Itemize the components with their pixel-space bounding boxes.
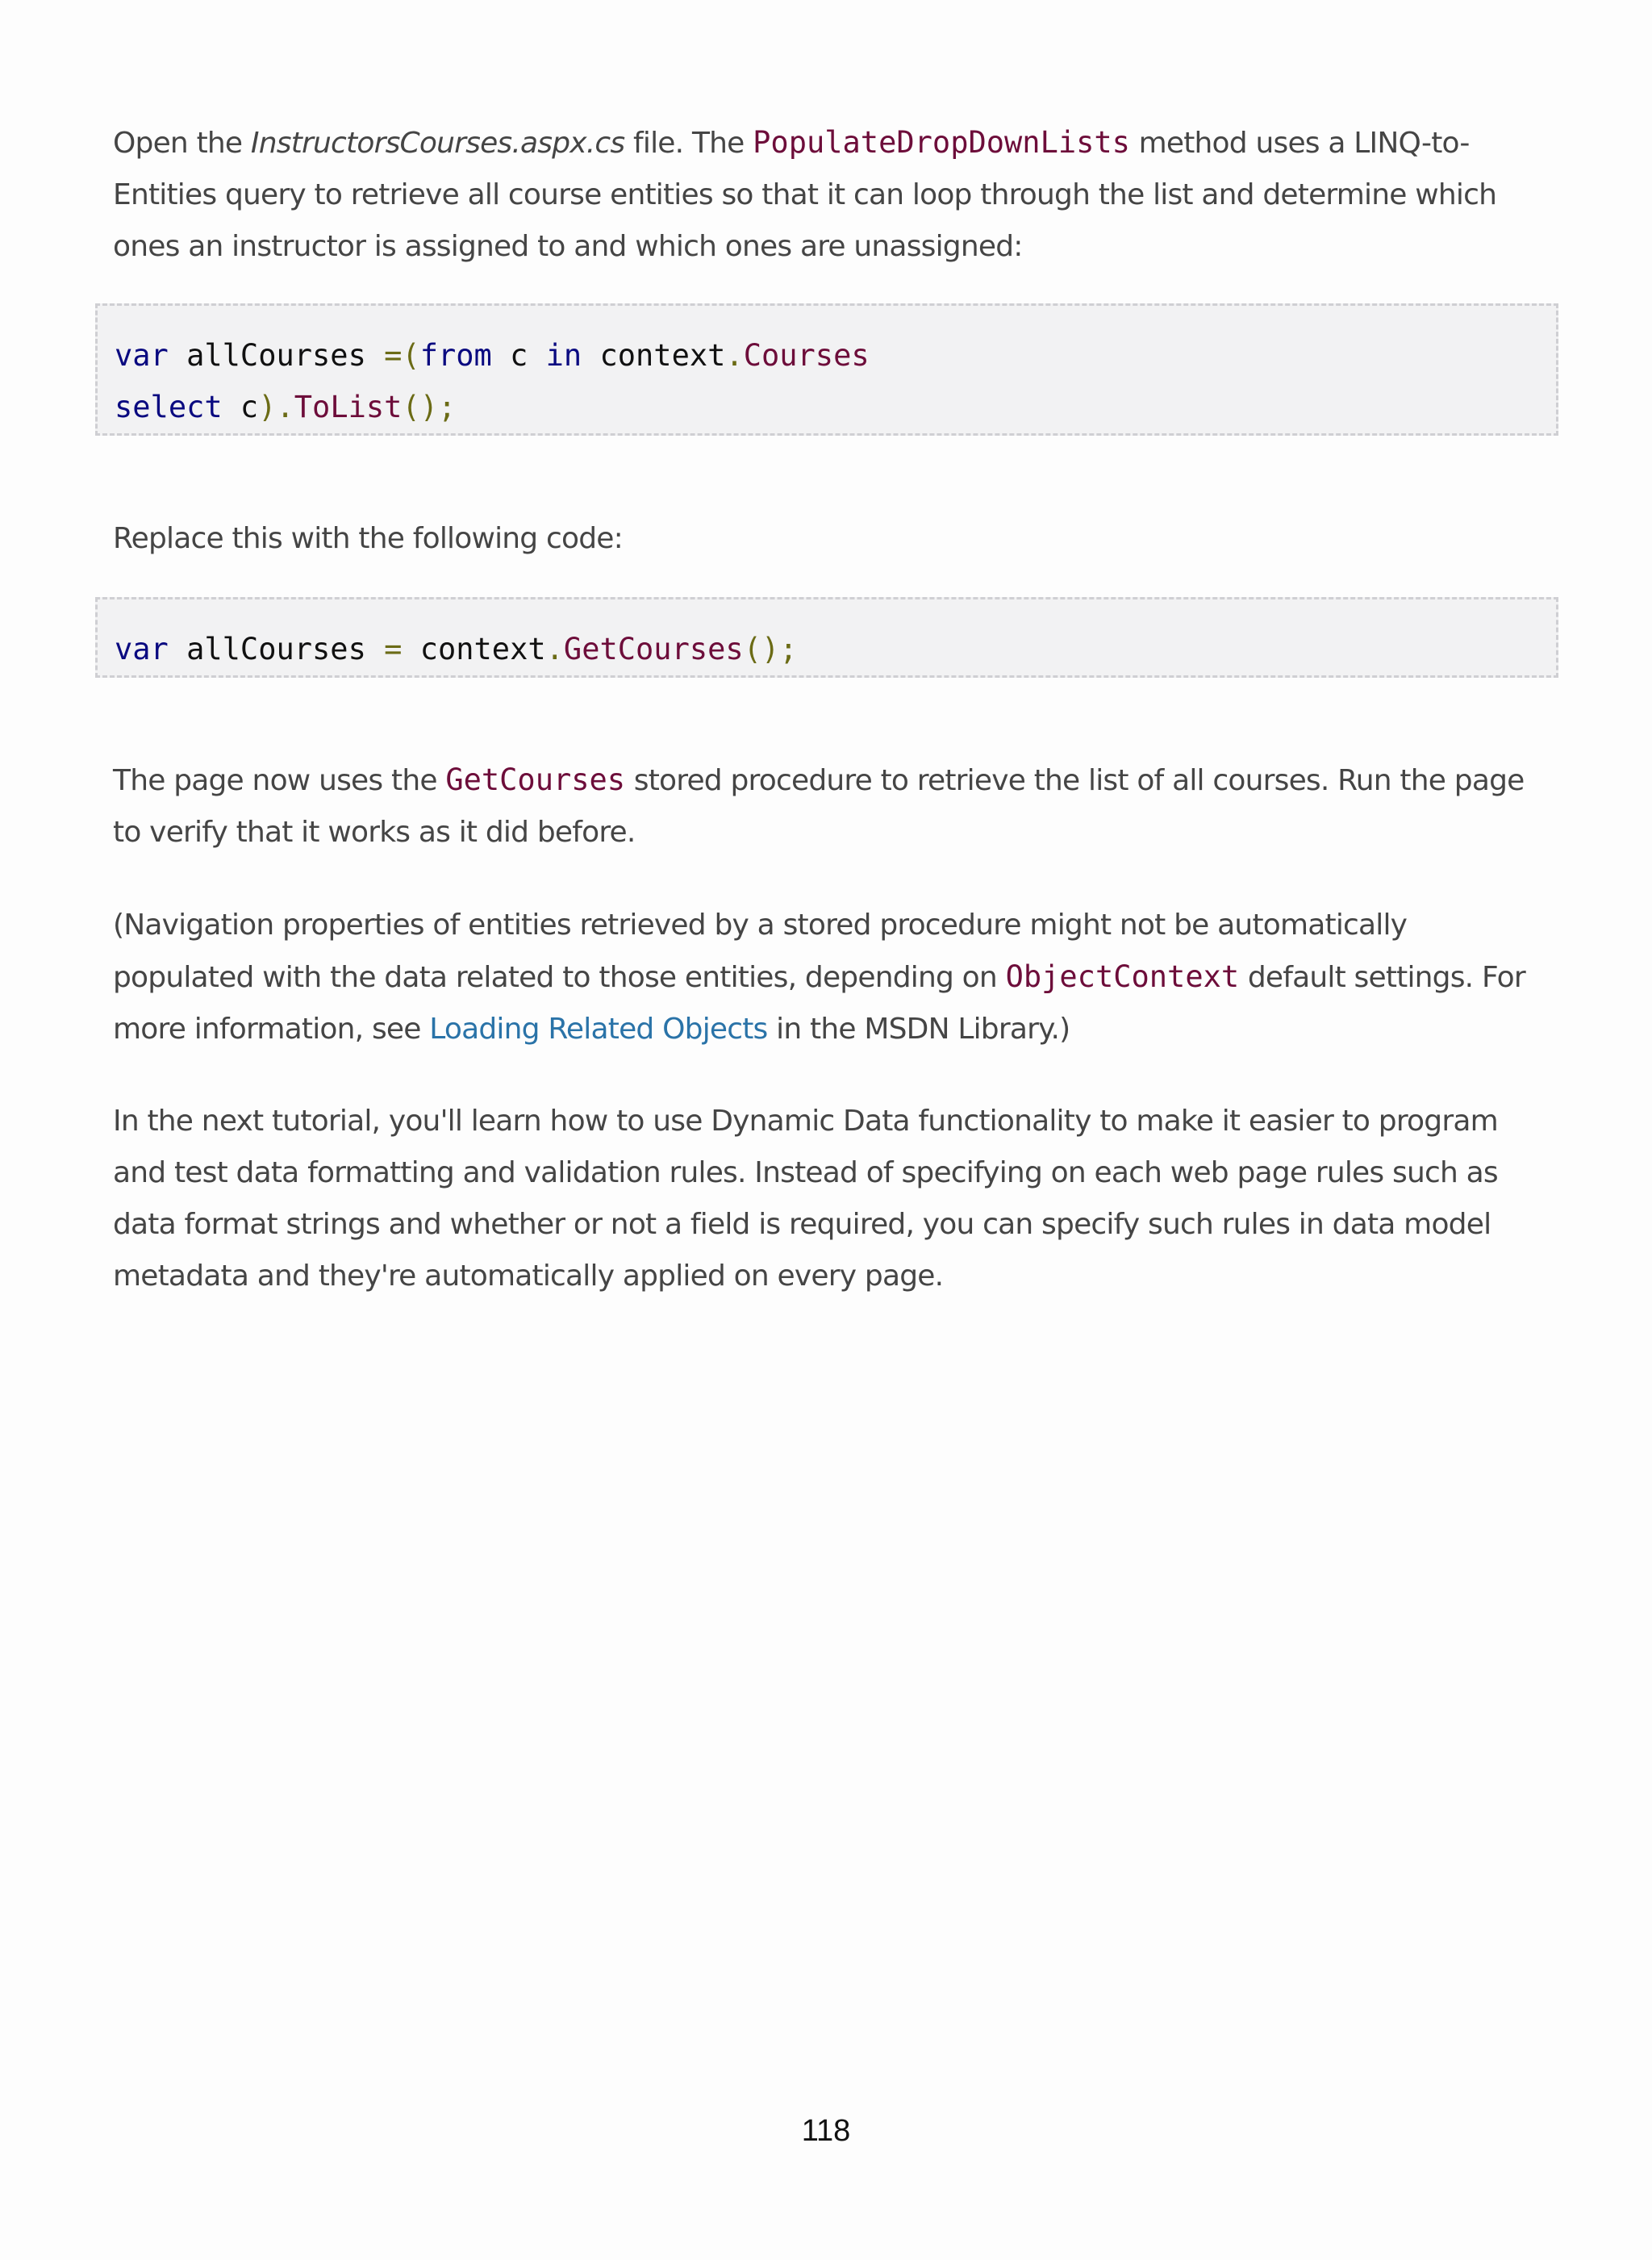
operator-dot: .	[725, 338, 744, 373]
intro-text-3: method uses a LINQ-to-Entities query to retrieve all course entities so that it can loop through the list and determine which ones an instructor is assigned to and which ones are unassigned:	[113, 127, 1497, 263]
inline-code-getcourses: GetCourses	[445, 762, 626, 797]
keyword-from: from	[419, 338, 492, 373]
method-tolist: ToList	[294, 390, 403, 424]
next-tutorial-text: In the next tutorial, you'll learn how to use Dynamic Data functionality to make it easier to program and test data formatting and validation rules. Instead of specifying on each web page rules such as data format strings and whether or not a field is required, you can specify such rules in data model metadata and they're automatically applied on every page.	[113, 1105, 1498, 1293]
filename: InstructorsCourses.aspx.cs	[250, 127, 625, 160]
identifier-c: c	[222, 390, 259, 424]
intro-text-2: file. The	[624, 127, 753, 160]
operator-close-dot: ).	[258, 390, 294, 424]
replace-text: Replace this with the following code:	[113, 522, 623, 555]
identifier-allcourses: allCourses	[168, 632, 385, 666]
identifier-allcourses: allCourses	[168, 338, 385, 373]
code-line-2	[115, 382, 1556, 433]
getcourses-text-1: The page now uses the	[113, 764, 446, 797]
page-number: 118	[801, 2114, 851, 2148]
method-getcourses: GetCourses	[563, 632, 744, 666]
replace-paragraph	[113, 513, 1533, 565]
keyword-select: select	[115, 390, 223, 424]
code-line-1	[115, 330, 1556, 382]
code-block-replacement	[95, 597, 1558, 678]
navigation-text-1: (Navigation properties of entities retrieved by a stored procedure might not be automatically populated with the data related to those entities, depending on	[113, 909, 1408, 994]
keyword-var: var	[115, 632, 169, 666]
operator-assign: =	[384, 632, 403, 666]
intro-text-1: Open the	[113, 127, 251, 160]
operator-assign-paren: =(	[384, 338, 420, 373]
code-line-1	[115, 624, 1556, 675]
navigation-text-2: default settings. For more information, see	[113, 961, 1525, 1046]
keyword-in: in	[545, 338, 582, 373]
navigation-text-3: in the MSDN Library.)	[767, 1013, 1070, 1046]
member-courses: Courses	[743, 338, 870, 373]
getcourses-paragraph	[113, 754, 1533, 858]
identifier-context: context	[582, 338, 726, 373]
keyword-var: var	[115, 338, 169, 373]
operator-call: ();	[402, 390, 457, 424]
navigation-note-paragraph	[113, 900, 1533, 1055]
intro-paragraph	[113, 117, 1533, 273]
inline-code-populatedropdownlists: PopulateDropDownLists	[753, 125, 1130, 160]
identifier-c: c	[491, 338, 546, 373]
loading-related-objects-link[interactable]: Loading Related Objects	[429, 1013, 768, 1046]
inline-code-objectcontext: ObjectContext	[1005, 959, 1240, 994]
getcourses-text-2: stored procedure to retrieve the list of all courses. Run the page to verify that it works as it did before.	[113, 764, 1525, 849]
identifier-context: context	[402, 632, 546, 666]
code-block-original-query	[95, 303, 1558, 436]
operator-call: ();	[743, 632, 798, 666]
next-tutorial-paragraph	[113, 1096, 1533, 1302]
operator-dot: .	[545, 632, 564, 666]
